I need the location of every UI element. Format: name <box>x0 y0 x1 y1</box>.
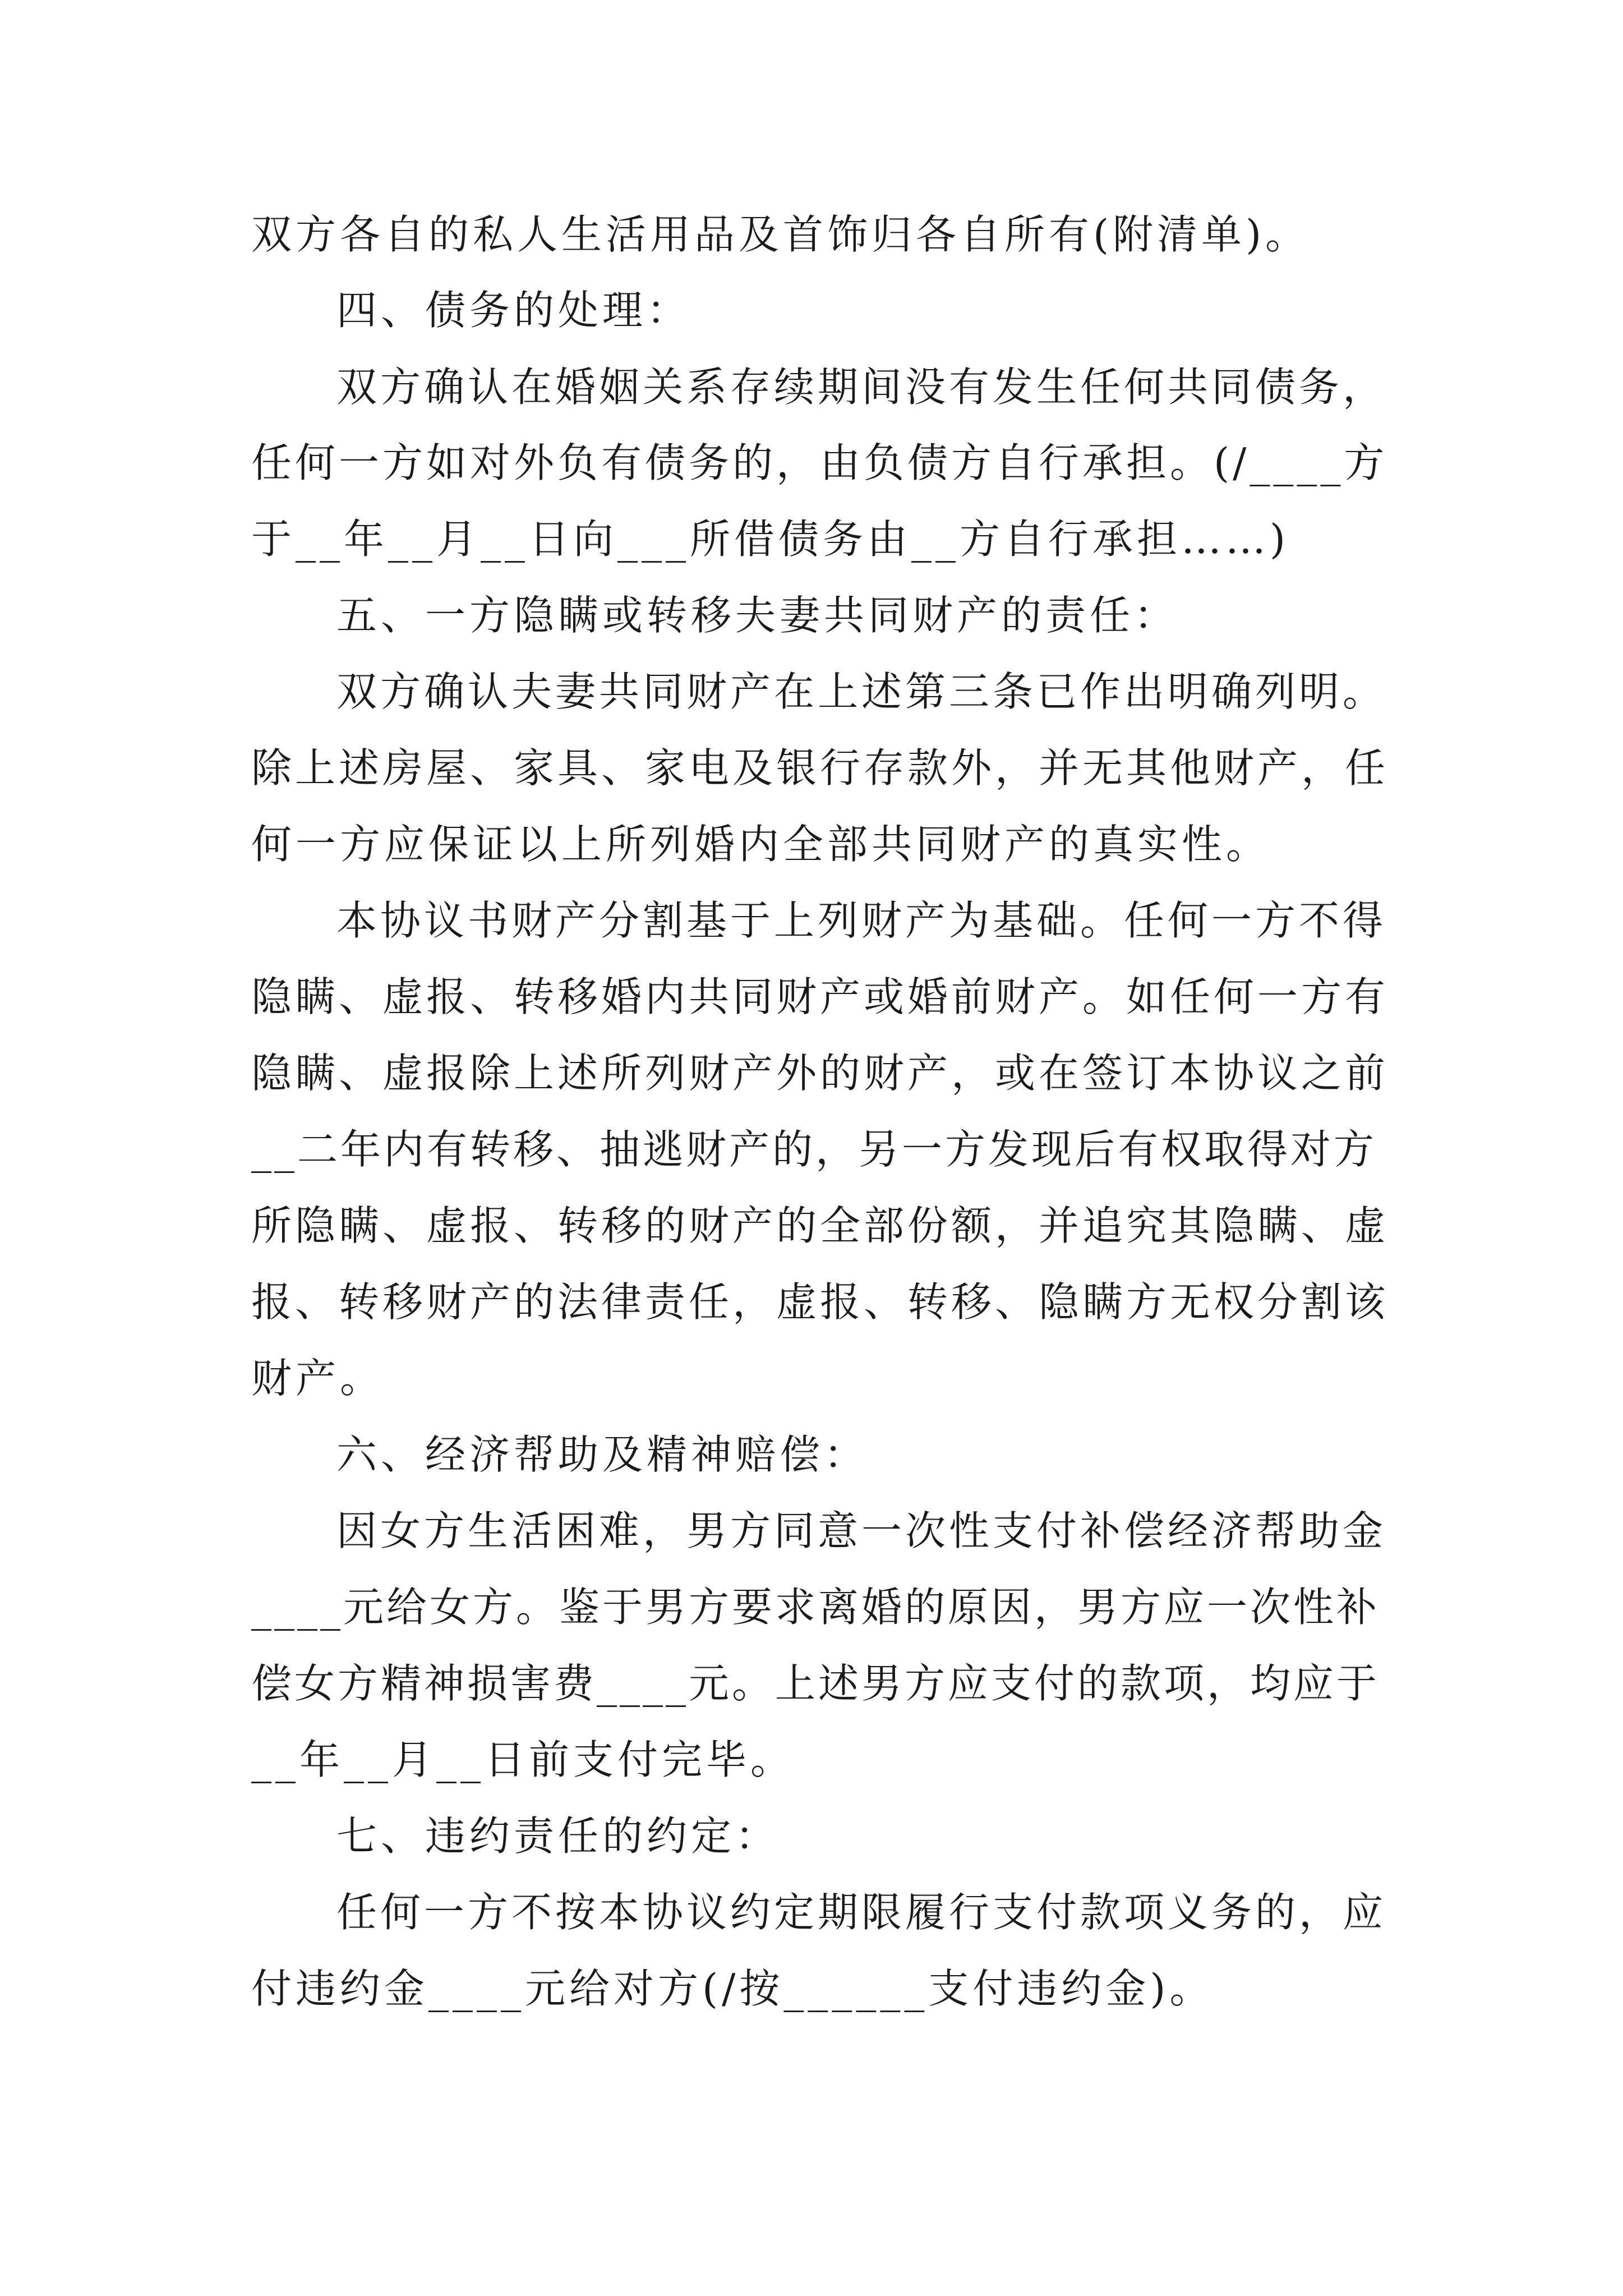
text-line: 任何一方如对外负有债务的，由负债方自行承担。(/____方 <box>251 439 1388 486</box>
text-line: 除上述房屋、家具、家电及银行存款外，并无其他财产，任 <box>251 744 1389 792</box>
text-line: 偿女方精神损害费____元。上述男方应支付的款项，均应于 <box>251 1660 1380 1707</box>
section-heading: 五、一方隐瞒或转移夫妻共同财产的责任： <box>336 592 1179 639</box>
section-heading: 七、违约责任的约定： <box>336 1812 780 1860</box>
section-heading: 六、经济帮助及精神赔偿： <box>336 1431 869 1478</box>
text-line: 所隐瞒、虚报、转移的财产的全部份额，并追究其隐瞒、虚 <box>251 1202 1389 1249</box>
text-line: 隐瞒、虚报、转移婚内共同财产或婚前财产。如任何一方有 <box>251 973 1389 1020</box>
text-line: 双方确认夫妻共同财产在上述第三条已作出明确列明。 <box>336 668 1387 715</box>
section-heading: 四、债务的处理： <box>336 287 691 334</box>
text-line: 因女方生活困难，男方同意一次性支付补偿经济帮助金 <box>336 1507 1387 1554</box>
text-line: 财产。 <box>251 1355 385 1402</box>
text-line: 于__年__月__日向___所借债务由__方自行承担……) <box>251 516 1290 563</box>
text-line: 任何一方不按本协议约定期限履行支付款项义务的，应 <box>336 1889 1387 1936</box>
text-line: 付违约金____元给对方(/按______支付违约金)。 <box>251 1965 1214 2012</box>
text-line: 本协议书财产分割基于上列财产为基础。任何一方不得 <box>336 897 1387 944</box>
text-line: __二年内有转移、抽逃财产的，另一方发现后有权取得对方 <box>251 1126 1377 1173</box>
text-line: 双方确认在婚姻关系存续期间没有发生任何共同债务， <box>336 364 1387 411</box>
text-line: 隐瞒、虚报除上述所列财产外的财产，或在签订本协议之前 <box>251 1050 1389 1097</box>
text-line: ____元给女方。鉴于男方要求离婚的原因，男方应一次性补 <box>251 1584 1380 1631</box>
text-line: __年__月__日前支付完毕。 <box>251 1736 795 1783</box>
text-line: 何一方应保证以上所列婚内全部共同财产的真实性。 <box>251 821 1271 868</box>
text-line: 报、转移财产的法律责任，虚报、转移、隐瞒方无权分割该 <box>251 1278 1389 1326</box>
text-line: 双方各自的私人生活用品及首饰归各自所有(附清单)。 <box>251 211 1310 258</box>
